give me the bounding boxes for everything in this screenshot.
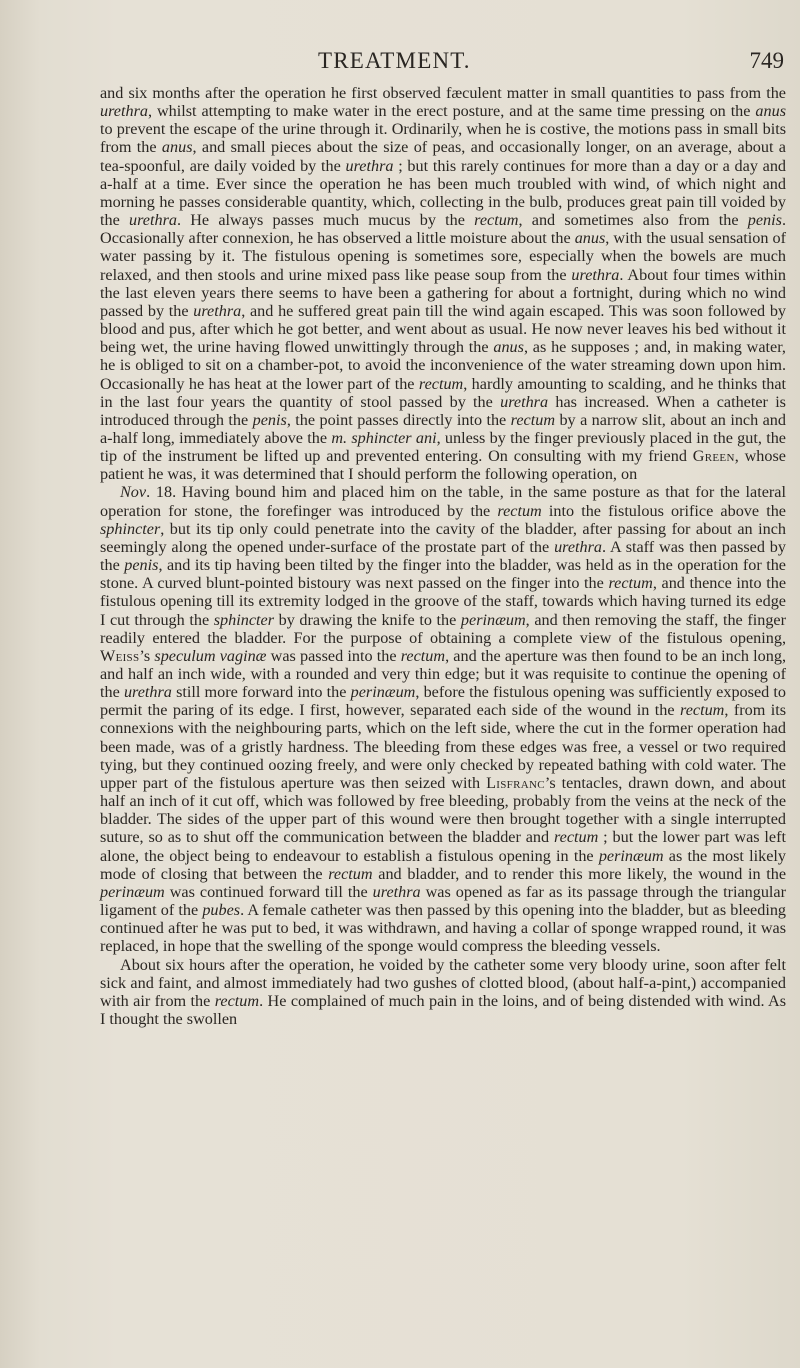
italic-term: penis bbox=[124, 556, 159, 575]
italic-term: rectum bbox=[680, 701, 725, 720]
text-run: , and the aperture was then found to be an inch long, and half an inch wide, with a rounded and very thin edge; but it was requisite to continue the opening of the bbox=[100, 646, 786, 702]
text-run: ; but the lower part was left alone, the object being to endeavour to establish a fistulous opening in the bbox=[100, 828, 786, 865]
text-run: as the most likely mode of closing that between the bbox=[100, 846, 787, 883]
paragraph bbox=[100, 84, 786, 483]
proper-name: Lisfranc bbox=[486, 773, 545, 792]
text-run: , and then removing the staff, the finger readily entered the bladder. For the purpose of obtaining a complete view of the fistulous opening, bbox=[100, 610, 786, 647]
italic-term: urethra bbox=[500, 392, 549, 411]
text-run: was opened as far as its passage through the triangular ligament of the bbox=[100, 882, 786, 920]
italic-term: sphincter bbox=[100, 519, 161, 538]
text-run: , whose patient he was, it was determined that I should perform the following operation, on bbox=[100, 447, 786, 484]
text-run: into the fistulous orifice above the bbox=[541, 501, 786, 520]
italic-term: urethra bbox=[123, 683, 172, 702]
text-run: , and its tip having been tilted by the finger into the bladder, was held as in the operation for the stone. A curved blunt-pointed bistoury was next passed on the finger into the bbox=[100, 556, 786, 593]
text-run: , the point passes directly into the bbox=[286, 410, 511, 429]
italic-term: anus bbox=[161, 138, 193, 157]
body-text bbox=[100, 84, 786, 1028]
text-run: by a narrow slit, about an inch and a-half long, immediately above the bbox=[100, 410, 786, 447]
text-run: ’s bbox=[139, 646, 155, 665]
text-run: . 18. Having bound him and placed him on the table, in the same posture as that for the lateral operation for stone, the forefinger was introduced by the bbox=[100, 483, 786, 520]
italic-term: urethra bbox=[554, 537, 603, 556]
italic-term: rectum bbox=[510, 410, 556, 429]
italic-term: anus bbox=[493, 338, 524, 357]
italic-term: rectum bbox=[497, 501, 542, 520]
text-run: ’s tentacles, drawn down, and about half an inch of it cut off, which was followed by free bleeding, probably from the veins at the neck of the bladder. The sides of the upper part of this wound were then brought together with a single interrupted suture, so as to shut off the communication between the bladder and bbox=[100, 773, 786, 847]
text-run: by drawing the knife to the bbox=[274, 610, 461, 629]
text-run: . Occasionally after connexion, he has observed a little moisture about the bbox=[100, 211, 786, 248]
italic-term: rectum bbox=[474, 211, 519, 230]
text-run: , but its tip only could penetrate into the cavity of the bladder, after passing for about an inch seemingly along the opened under-surface of the prostate part of the bbox=[100, 519, 786, 556]
proper-name: Green bbox=[692, 447, 735, 466]
paragraph bbox=[100, 956, 786, 1029]
italic-term: rectum bbox=[400, 646, 446, 665]
italic-term: sphincter bbox=[213, 610, 274, 629]
text-run: . He always passes much mucus by the bbox=[176, 211, 475, 230]
text-run: , and sometimes also from the bbox=[518, 211, 748, 230]
text-run: . A female catheter was then passed by this opening into the bladder, but as bleeding continued after he was put to bed, it was withdrawn, and having a collar of sponge wrapped round, it was replaced, in hope that the swelling of the sponge would compress the bleeding vessels. bbox=[100, 901, 787, 956]
italic-term: anus bbox=[574, 229, 606, 248]
italic-term: perinæum bbox=[350, 683, 416, 702]
text-run: , and small pieces about the size of peas, and occasionally longer, on an average, about a tea-spoonful, are daily voided by the bbox=[100, 138, 786, 175]
italic-term: m. sphincter ani bbox=[331, 428, 437, 447]
text-run: , with the usual sensation of water passing by it. The fistulous opening is sometimes sore, especially when the bowels are much relaxed, and then stools and urine mixed pass like pease soup from the bbox=[100, 229, 787, 284]
italic-term: rectum bbox=[328, 864, 373, 883]
text-run: has increased. When a catheter is introduced through the bbox=[100, 392, 786, 429]
italic-term: anus bbox=[755, 102, 786, 121]
text-run: , as he supposes ; and, in making water, he is obliged to sit on a chamber-pot, to avoid the inconvenience of the water streaming down upon him. Occasionally he has heat at the lower part of the bbox=[100, 338, 786, 393]
italic-term: speculum vaginæ bbox=[154, 646, 267, 665]
text-run: , whilst attempting to make water in the erect posture, and at the same time pressing on the bbox=[147, 102, 756, 121]
text-run: ; but this rarely continues for more than a day or a day and a-half at a time. Ever since the operation he has been much troubled with wind, of which night and morning he passes considerable quantity, which, collecting in the bulb, produces great pain till voided by the bbox=[100, 156, 787, 230]
italic-term: urethra bbox=[100, 102, 148, 121]
italic-term: rectum bbox=[553, 828, 599, 847]
italic-term: pubes bbox=[202, 901, 241, 920]
italic-term: penis bbox=[747, 211, 782, 230]
text-run: was passed into the bbox=[266, 646, 401, 665]
text-run: , unless by the finger previously placed in the gut, the tip of the instrument be lifted up and prevented entering. On consulting with my friend bbox=[100, 428, 786, 466]
text-run: . About four times within the last eleven years there seems to have been a gathering for about a fortnight, during which no wind passed by the bbox=[100, 265, 787, 320]
italic-term: urethra bbox=[372, 882, 421, 901]
italic-term: urethra bbox=[571, 265, 620, 284]
text-run: , and he suffered great pain till the wind again escaped. This was soon followed by blood and pus, after which he got better, and went about as usual. He now never leaves his bed without it being wet, the urine having flowed unwittingly through the bbox=[100, 301, 787, 357]
italic-term: perinæum bbox=[100, 882, 165, 901]
italic-term: urethra bbox=[129, 211, 177, 230]
text-run: . A staff was then passed by the bbox=[100, 537, 786, 575]
italic-term: urethra bbox=[345, 156, 394, 175]
text-run: to prevent the escape of the urine through it. Ordinarily, when he is costive, the motions pass in small bits from the bbox=[100, 120, 786, 157]
text-run: , from its connexions with the neighbouring parts, which on the left side, where the cut in the former operation had been made, was of a gristly hardness. The bleeding from these edges was free, a vessel or two required tying, but they continued oozing freely, and were only checked by repeated bathing with cold water. The upper part of the fistulous aperture was then seized with bbox=[100, 701, 786, 792]
text-run: and bladder, and to render this more likely, the wound in the bbox=[372, 864, 787, 883]
text-run: About six hours after the operation, he voided by the catheter some very bloody urine, soon after felt sick and faint, and almost immediately had two gushes of clotted blood, (about half-a-pint,) accompanied with air from the bbox=[100, 955, 786, 1010]
italic-term: perinæum bbox=[598, 846, 664, 865]
text-run: , before the fistulous opening was sufficiently exposed to permit the paring of its edge. I first, however, separated each side of the wound in the bbox=[100, 683, 786, 720]
page-header bbox=[100, 48, 784, 82]
italic-term: urethra bbox=[193, 301, 242, 320]
paragraph bbox=[100, 483, 786, 955]
text-run: , and thence into the fistulous opening till its extremity lodged in the groove of the staff, towards which having turned its edge I cut through the bbox=[100, 574, 787, 629]
italic-term: rectum bbox=[418, 374, 464, 393]
page-number: 749 bbox=[749, 48, 784, 73]
italic-term: Nov bbox=[120, 483, 147, 502]
text-run: . He complained of much pain in the loins, and of being distended with wind. As I thought the swollen bbox=[100, 991, 787, 1028]
italic-term: penis bbox=[252, 410, 287, 429]
text-run: was continued forward till the bbox=[164, 882, 373, 901]
italic-term: perinæum bbox=[460, 610, 526, 629]
italic-term: rectum bbox=[608, 574, 653, 593]
text-run: still more forward into the bbox=[171, 683, 351, 702]
proper-name: Weiss bbox=[100, 646, 140, 665]
text-run: , hardly amounting to scalding, and he thinks that in the last four years the quantity of stool passed by the bbox=[100, 374, 786, 411]
italic-term: rectum bbox=[214, 991, 260, 1010]
running-head: TREATMENT. bbox=[318, 48, 471, 73]
text-run: and six months after the operation he first observed fæculent matter in small quantities to pass from the bbox=[100, 84, 786, 102]
